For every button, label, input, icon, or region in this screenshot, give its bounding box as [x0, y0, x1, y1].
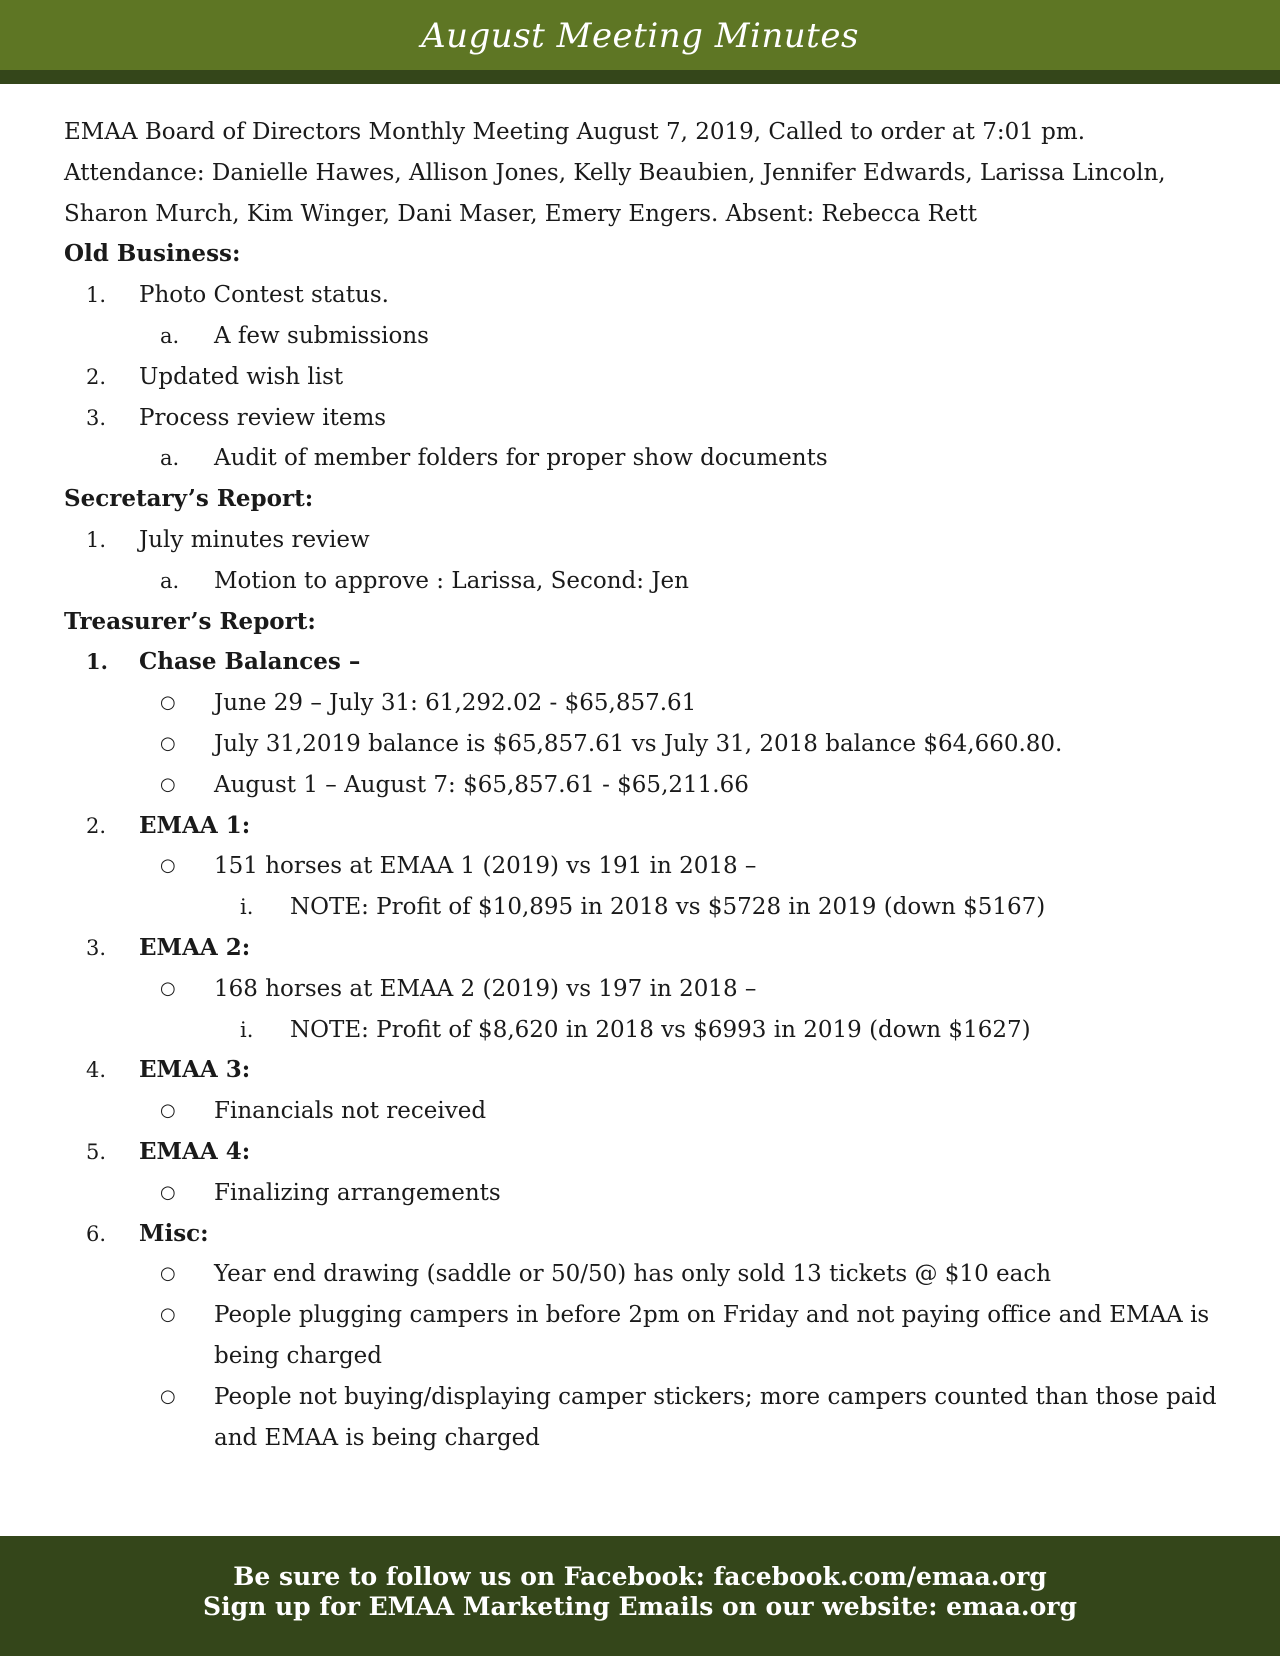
- list-marker: 3.: [86, 405, 107, 430]
- list-item: [64, 561, 1224, 602]
- list-item-text: EMAA 3:: [139, 1056, 251, 1084]
- list-item-text: Year end drawing (saddle or 50/50) has only sold 13 tickets @ $10 each: [214, 1261, 1052, 1288]
- list-marker: i.: [240, 895, 254, 920]
- email-signup-text: Sign up for EMAA Marketing Emails on our website: emaa.org: [203, 1592, 1077, 1621]
- list-item-text: People not buying/displaying camper stickers; more campers counted than those paid and EMAA is being charged: [214, 1383, 1217, 1451]
- list-item: [64, 316, 1224, 357]
- list-marker: a.: [160, 323, 180, 348]
- list-item: [64, 357, 1224, 398]
- list-item: [64, 1050, 1224, 1091]
- list-item-text: A few submissions: [214, 322, 429, 349]
- list-item: [64, 928, 1224, 969]
- minutes-body: [64, 112, 1224, 1458]
- list-item: [64, 1377, 1224, 1459]
- list-item-text: Process review items: [139, 404, 387, 431]
- list-item: [64, 275, 1224, 316]
- list-item-text: Finalizing arrangements: [214, 1179, 501, 1206]
- meeting-intro-line: EMAA Board of Directors Monthly Meeting August 7, 2019, Called to order at 7:01 pm.: [64, 119, 1086, 145]
- list-item-text: Chase Balances –: [139, 648, 361, 676]
- bullet-marker: ○: [160, 692, 176, 714]
- list-item: [64, 1254, 1224, 1295]
- list-marker: 2.: [86, 364, 107, 389]
- list-marker: 4.: [86, 1058, 107, 1083]
- list-item: [64, 1295, 1224, 1377]
- list-item-text: Financials not received: [214, 1098, 487, 1125]
- list-item-text: 168 horses at EMAA 2 (2019) vs 197 in 2018 –: [214, 975, 757, 1002]
- bullet-marker: ○: [160, 1304, 176, 1326]
- list-item: [64, 887, 1224, 928]
- list-marker: 2.: [86, 813, 107, 838]
- list-item: [64, 1214, 1224, 1255]
- list-item: [64, 398, 1224, 439]
- list-item-text: NOTE: Profit of $10,895 in 2018 vs $5728 in 2019 (down $5167): [290, 894, 1046, 921]
- list-item: [64, 724, 1224, 765]
- list-item: [64, 806, 1224, 847]
- list-marker: a.: [160, 568, 180, 593]
- list-item: [64, 520, 1224, 561]
- list-marker: 1.: [86, 527, 107, 552]
- treasurer-report-heading: Treasurer’s Report:: [64, 607, 316, 635]
- attendance-line: Attendance: Danielle Hawes, Allison Jones, Kelly Beaubien, Jennifer Edwards, Larissa Lincoln,: [64, 159, 1166, 186]
- list-item-text: Audit of member folders for proper show documents: [214, 445, 828, 472]
- list-item-text: Motion to approve : Larissa, Second: Jen: [214, 567, 689, 594]
- list-item: [64, 1010, 1224, 1051]
- bullet-marker: ○: [160, 1263, 176, 1285]
- list-item-text: EMAA 2:: [139, 933, 251, 961]
- list-item-text: Photo Contest status.: [139, 282, 389, 309]
- list-marker: 6.: [86, 1221, 107, 1246]
- bullet-marker: ○: [160, 1385, 176, 1407]
- list-item: [64, 846, 1224, 887]
- list-item: [64, 1173, 1224, 1214]
- list-marker: 1.: [86, 649, 108, 675]
- list-item: [64, 969, 1224, 1010]
- bullet-marker: ○: [160, 977, 176, 999]
- list-marker: 3.: [86, 935, 107, 960]
- list-item: [64, 683, 1224, 724]
- list-item-text: People plugging campers in before 2pm on Friday and not paying office and EMAA is being charged: [214, 1302, 1210, 1369]
- facebook-follow-text: Be sure to follow us on Facebook: facebook.com/emaa.org: [233, 1562, 1047, 1591]
- list-item-text: NOTE: Profit of $8,620 in 2018 vs $6993 in 2019 (down $1627): [290, 1016, 1031, 1043]
- bullet-marker: ○: [160, 1181, 176, 1203]
- list-item-text: EMAA 1:: [139, 811, 251, 839]
- list-item-text: 151 horses at EMAA 1 (2019) vs 191 in 2018 –: [214, 853, 757, 880]
- page-header: [0, 0, 1280, 84]
- list-item: [64, 642, 1224, 683]
- list-marker: 5.: [86, 1139, 107, 1164]
- list-item-text: June 29 – July 31: 61,292.02 - $65,857.61: [214, 690, 697, 717]
- list-item-text: July minutes review: [139, 526, 370, 553]
- list-marker: 1.: [86, 283, 107, 308]
- list-item-text: Misc:: [139, 1219, 209, 1247]
- list-item: [64, 765, 1224, 806]
- bullet-marker: ○: [160, 773, 176, 795]
- list-marker: a.: [160, 446, 180, 471]
- page-footer: [0, 1536, 1280, 1656]
- list-item-text: August 1 – August 7: $65,857.61 - $65,211.66: [214, 771, 749, 798]
- bullet-marker: ○: [160, 732, 176, 754]
- page-title: August Meeting Minutes: [421, 16, 859, 56]
- attendance-line: Sharon Murch, Kim Winger, Dani Maser, Emery Engers. Absent: Rebecca Rett: [64, 200, 978, 227]
- list-marker: i.: [240, 1017, 254, 1042]
- list-item-text: EMAA 4:: [139, 1137, 251, 1165]
- secretary-report-heading: Secretary’s Report:: [64, 485, 314, 513]
- bullet-marker: ○: [160, 1100, 176, 1122]
- list-item-text: July 31,2019 balance is $65,857.61 vs July 31, 2018 balance $64,660.80.: [214, 730, 1063, 757]
- old-business-heading: Old Business:: [64, 240, 241, 268]
- list-item: [64, 1132, 1224, 1173]
- list-item-text: Updated wish list: [139, 363, 344, 390]
- bullet-marker: ○: [160, 855, 176, 877]
- list-item: [64, 438, 1224, 479]
- list-item: [64, 1091, 1224, 1132]
